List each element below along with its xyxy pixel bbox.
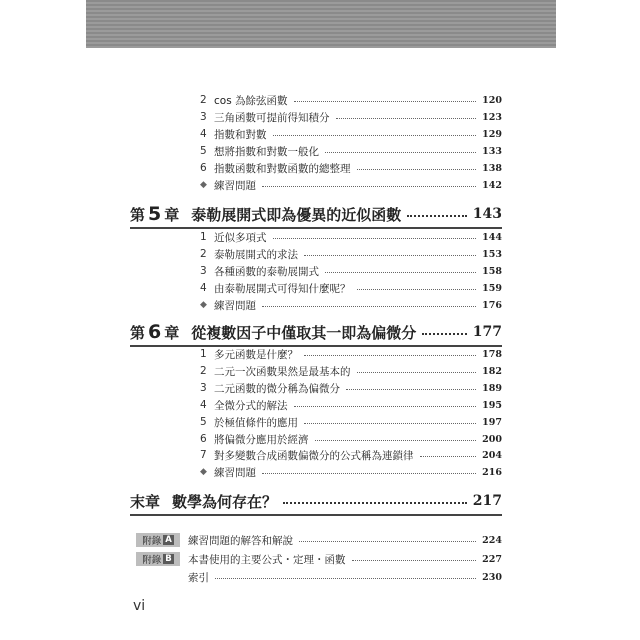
entry-title: 練習問題的解答和解說: [188, 534, 293, 547]
toc-entry[interactable]: [200, 380, 502, 396]
entry-number: 2: [200, 248, 207, 260]
entry-page: 176: [482, 299, 502, 311]
entry-number: 6: [200, 162, 207, 174]
entry-number: 4: [200, 399, 207, 411]
entry-page: 133: [482, 145, 502, 157]
chapter-page: 177: [472, 324, 502, 340]
entry-title: 練習問題: [214, 299, 256, 312]
entry-title: 索引: [188, 571, 209, 584]
entry-number: 1: [200, 231, 207, 243]
dot-leader: [262, 473, 476, 474]
chapter-page: 143: [472, 206, 502, 222]
dot-leader: [325, 152, 476, 153]
dot-leader: [407, 215, 466, 217]
chapter-title: 從複數因子中僅取其一即為偏微分: [191, 323, 417, 342]
entry-number: 5: [200, 145, 207, 157]
toc-entry-exercise[interactable]: [200, 297, 502, 313]
entry-title: 於極值條件的應用: [214, 416, 298, 429]
entry-title: 指數和對數: [214, 128, 267, 141]
entry-number: 3: [200, 382, 207, 394]
entry-title: 二元函數的微分稱為偏微分: [214, 382, 340, 395]
entry-title: 對多變數合成函數偏微分的公式稱為連鎖律: [214, 449, 414, 462]
entry-page: 216: [482, 466, 502, 478]
chapter-rule: [130, 514, 502, 516]
entry-page: 178: [482, 348, 502, 360]
entry-page: 200: [482, 433, 502, 445]
dot-leader: [273, 135, 477, 136]
dot-leader: [283, 502, 467, 504]
toc-entry[interactable]: [200, 280, 502, 296]
entry-page: 227: [482, 553, 502, 565]
entry-page: 158: [482, 265, 502, 277]
toc-entry[interactable]: [200, 431, 502, 447]
entry-page: 182: [482, 365, 502, 377]
dot-leader: [262, 306, 476, 307]
toc-entry[interactable]: [200, 447, 502, 463]
dot-leader: [422, 333, 466, 335]
dot-leader: [262, 186, 476, 187]
entry-title: 由泰勒展開式可得知什麼呢？: [214, 282, 351, 295]
diamond-icon: ◆: [200, 180, 207, 190]
entry-page: 230: [482, 571, 502, 583]
dot-leader: [357, 372, 477, 373]
chapter-label: 末章: [130, 492, 161, 511]
chapter-6-heading[interactable]: [130, 321, 502, 343]
entry-page: 224: [482, 534, 502, 546]
entry-page: 123: [482, 111, 502, 123]
index-entry[interactable]: [136, 569, 502, 585]
entry-title: 將偏微分應用於經濟: [214, 433, 309, 446]
entry-title: cos 為餘弦函數: [214, 94, 288, 107]
dot-leader: [420, 456, 477, 457]
entry-page: 142: [482, 179, 502, 191]
entry-number: 4: [200, 128, 207, 140]
chapter-page: 217: [472, 493, 502, 509]
appendix-badge: 附錄 A: [136, 533, 180, 547]
entry-title: 泰勒展開式的求法: [214, 248, 298, 261]
toc-entry[interactable]: [200, 92, 502, 108]
toc-entry[interactable]: [200, 397, 502, 413]
dot-leader: [346, 389, 476, 390]
final-chapter-heading[interactable]: [130, 490, 502, 512]
dot-leader: [357, 289, 477, 290]
entry-number: 2: [200, 94, 207, 106]
entry-number: 7: [200, 449, 207, 461]
page-number: vi: [133, 598, 146, 614]
toc-entry[interactable]: [200, 363, 502, 379]
toc-entry-exercise[interactable]: [200, 464, 502, 480]
entry-number: 3: [200, 111, 207, 123]
entry-page: 204: [482, 449, 502, 461]
toc-entry[interactable]: [200, 109, 502, 125]
dot-leader: [304, 423, 476, 424]
dot-leader: [294, 101, 477, 102]
entry-page: 120: [482, 94, 502, 106]
entry-page: 197: [482, 416, 502, 428]
entry-number: 6: [200, 433, 207, 445]
toc-entry[interactable]: [200, 263, 502, 279]
appendix-b-entry[interactable]: [136, 551, 502, 567]
entry-page: 153: [482, 248, 502, 260]
entry-title: 多元函數是什麼？: [214, 348, 298, 361]
toc-entry[interactable]: [200, 229, 502, 245]
entry-page: 189: [482, 382, 502, 394]
entry-title: 練習問題: [214, 179, 256, 192]
dot-leader: [294, 406, 477, 407]
entry-title: 二元一次函數果然是最基本的: [214, 365, 351, 378]
diamond-icon: ◆: [200, 467, 207, 477]
toc-entry[interactable]: [200, 246, 502, 262]
entry-title: 練習問題: [214, 466, 256, 479]
appendix-badge: 附錄 B: [136, 552, 180, 566]
appendix-a-entry[interactable]: [136, 532, 502, 548]
entry-page: 129: [482, 128, 502, 140]
entry-title: 本書使用的主要公式・定理・函數: [188, 553, 346, 566]
toc-entry[interactable]: [200, 160, 502, 176]
toc-entry[interactable]: [200, 414, 502, 430]
entry-number: 4: [200, 282, 207, 294]
chapter-label: 第 5 章: [130, 203, 180, 225]
header-band: [86, 0, 556, 48]
entry-title: 指數函數和對數函數的總整理: [214, 162, 351, 175]
toc-entry-exercise[interactable]: [200, 177, 502, 193]
dot-leader: [352, 560, 477, 561]
entry-page: 159: [482, 282, 502, 294]
entry-number: 3: [200, 265, 207, 277]
toc-entry[interactable]: [200, 143, 502, 159]
dot-leader: [273, 238, 477, 239]
entry-page: 138: [482, 162, 502, 174]
dot-leader: [336, 118, 477, 119]
entry-number: 5: [200, 416, 207, 428]
chapter-title: 數學為何存在？: [172, 492, 278, 511]
dot-leader: [325, 272, 476, 273]
toc-entry[interactable]: [200, 126, 502, 142]
dot-leader: [299, 541, 476, 542]
dot-leader: [304, 255, 476, 256]
entry-page: 144: [482, 231, 502, 243]
dot-leader: [304, 355, 476, 356]
entry-number: 1: [200, 348, 207, 360]
entry-page: 195: [482, 399, 502, 411]
diamond-icon: ◆: [200, 300, 207, 310]
entry-title: 三角函數可提前得知積分: [214, 111, 330, 124]
chapter-title: 泰勒展開式即為優異的近似函數: [191, 205, 402, 224]
chapter-label: 第 6 章: [130, 321, 180, 343]
entry-title: 全微分式的解法: [214, 399, 288, 412]
entry-title: 各種函數的泰勒展開式: [214, 265, 319, 278]
dot-leader: [357, 169, 477, 170]
dot-leader: [215, 578, 476, 579]
entry-title: 想將指數和對數一般化: [214, 145, 319, 158]
entry-number: 2: [200, 365, 207, 377]
dot-leader: [315, 440, 477, 441]
toc-entry[interactable]: [200, 346, 502, 362]
entry-title: 近似多項式: [214, 231, 267, 244]
chapter-5-heading[interactable]: [130, 203, 502, 225]
